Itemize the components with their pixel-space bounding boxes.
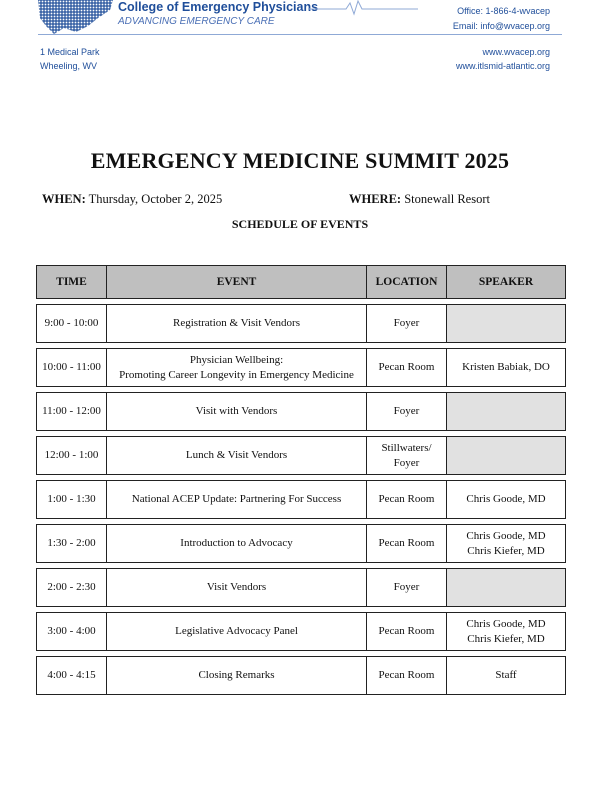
website-link[interactable]: www.itlsmid-atlantic.org xyxy=(455,61,550,71)
location-line: Foyer xyxy=(393,456,420,469)
cell-event xyxy=(107,525,367,563)
when-value: Thursday, October 2, 2025 xyxy=(88,192,223,206)
websites xyxy=(456,45,550,73)
header-divider xyxy=(38,34,562,35)
cell-location xyxy=(367,349,447,387)
heartbeat-icon xyxy=(308,0,418,16)
office-email[interactable]: Email: info@wvacep.org xyxy=(452,21,550,31)
table-row xyxy=(37,613,566,651)
event-line: Promoting Career Longevity in Emergency Medicine xyxy=(119,368,354,381)
cell-speaker xyxy=(447,657,566,695)
table-row xyxy=(37,569,566,607)
speaker-line: Chris Goode, MD xyxy=(466,617,546,630)
cell-time: 1:00 - 1:30 xyxy=(37,481,107,519)
location-line: Foyer xyxy=(393,317,420,329)
event-line: Legislative Advocacy Panel xyxy=(175,625,298,637)
schedule-heading: SCHEDULE OF EVENTS xyxy=(231,217,369,231)
location-line: Pecan Room xyxy=(378,537,435,549)
cell-speaker xyxy=(447,349,566,387)
address-city: Wheeling, WV xyxy=(40,61,98,71)
table-row xyxy=(37,437,566,475)
cell-speaker xyxy=(447,305,566,343)
cell-event xyxy=(107,613,367,651)
cell-speaker xyxy=(447,525,566,563)
mailing-address xyxy=(40,45,100,73)
col-header-time: TIME xyxy=(37,266,107,299)
speaker-line: Chris Goode, MD xyxy=(466,529,546,542)
cell-speaker xyxy=(447,437,566,475)
event-line: Visit Vendors xyxy=(206,581,267,593)
table-row xyxy=(37,349,566,387)
event-line: Physician Wellbeing: xyxy=(189,353,284,366)
table-row xyxy=(37,481,566,519)
office-phone: Office: 1-866-4-wvacep xyxy=(457,6,550,16)
where-label: WHERE: xyxy=(349,192,402,206)
cell-location xyxy=(367,525,447,563)
cell-time: 12:00 - 1:00 xyxy=(37,437,107,475)
cell-location xyxy=(367,613,447,651)
event-where xyxy=(349,192,490,207)
speaker-line: Staff xyxy=(495,669,517,681)
speaker-line: Chris Goode, MD xyxy=(466,493,546,505)
page-title: EMERGENCY MEDICINE SUMMIT 2025 xyxy=(90,148,510,173)
event-line: Introduction to Advocacy xyxy=(180,537,293,549)
location-line: Foyer xyxy=(393,405,420,417)
cell-event xyxy=(107,349,367,387)
wv-state-logo xyxy=(38,0,113,36)
speaker-line: Chris Kiefer, MD xyxy=(467,632,545,645)
table-row xyxy=(37,525,566,563)
col-header-event: EVENT xyxy=(107,266,367,299)
cell-speaker xyxy=(447,613,566,651)
schedule-table xyxy=(36,265,566,695)
cell-speaker xyxy=(447,569,566,607)
event-when xyxy=(42,192,222,207)
cell-location xyxy=(367,481,447,519)
event-line: National ACEP Update: Partnering For Success xyxy=(131,493,342,505)
event-line: Lunch & Visit Vendors xyxy=(185,449,288,461)
table-row xyxy=(37,393,566,431)
event-line: Visit with Vendors xyxy=(195,405,278,417)
cell-time: 9:00 - 10:00 xyxy=(37,305,107,343)
cell-location xyxy=(367,569,447,607)
cell-time: 1:30 - 2:00 xyxy=(37,525,107,563)
where-value: Stonewall Resort xyxy=(404,192,490,206)
cell-event xyxy=(107,305,367,343)
col-header-location: LOCATION xyxy=(367,266,447,299)
event-line: Closing Remarks xyxy=(198,669,275,681)
cell-event xyxy=(107,481,367,519)
cell-location xyxy=(367,657,447,695)
org-name: College of Emergency Physicians xyxy=(118,0,319,14)
location-line: Pecan Room xyxy=(378,625,435,637)
cell-event xyxy=(107,437,367,475)
cell-event xyxy=(107,569,367,607)
cell-time: 2:00 - 2:30 xyxy=(37,569,107,607)
location-line: Stillwaters/ xyxy=(381,441,432,454)
contact-info xyxy=(453,4,550,34)
cell-location xyxy=(367,393,447,431)
col-header-speaker: SPEAKER xyxy=(447,266,566,299)
website-link[interactable]: www.wvacep.org xyxy=(482,47,550,57)
table-header-row xyxy=(37,266,566,299)
cell-time: 4:00 - 4:15 xyxy=(37,657,107,695)
location-line: Pecan Room xyxy=(378,493,435,505)
when-label: WHEN: xyxy=(42,192,86,206)
location-line: Foyer xyxy=(393,581,420,593)
cell-time: 10:00 - 11:00 xyxy=(37,349,107,387)
table-row xyxy=(37,305,566,343)
cell-speaker xyxy=(447,393,566,431)
cell-event xyxy=(107,657,367,695)
location-line: Pecan Room xyxy=(378,361,435,373)
event-line: Registration & Visit Vendors xyxy=(173,317,300,329)
table-row xyxy=(37,657,566,695)
org-tagline: ADVANCING EMERGENCY CARE xyxy=(118,16,275,27)
location-line: Pecan Room xyxy=(378,669,435,681)
speaker-line: Chris Kiefer, MD xyxy=(467,544,545,557)
cell-location xyxy=(367,437,447,475)
cell-location xyxy=(367,305,447,343)
cell-time: 3:00 - 4:00 xyxy=(37,613,107,651)
cell-event xyxy=(107,393,367,431)
cell-speaker xyxy=(447,481,566,519)
address-line: 1 Medical Park xyxy=(40,47,100,57)
letterhead xyxy=(0,0,600,80)
speaker-line: Kristen Babiak, DO xyxy=(462,361,550,373)
cell-time: 11:00 - 12:00 xyxy=(37,393,107,431)
